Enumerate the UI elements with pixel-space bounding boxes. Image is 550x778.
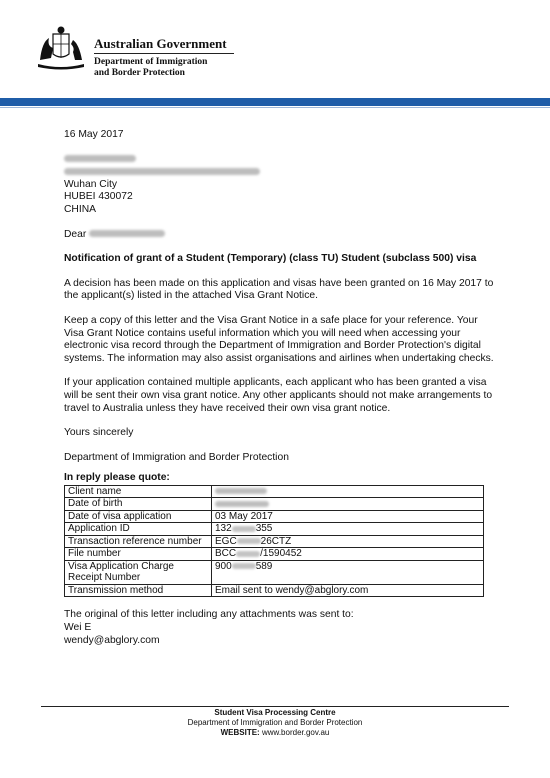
redacted-street	[64, 166, 494, 179]
salutation: Dear	[64, 229, 494, 242]
redacted-client-name	[215, 488, 267, 494]
letter-date: 16 May 2017	[64, 129, 124, 140]
redacted-name	[64, 154, 494, 167]
redacted-addressee	[89, 230, 165, 237]
table-row: File number BCC /1590452	[65, 548, 484, 561]
footer-website: WEBSITE: www.border.gov.au	[220, 728, 330, 737]
header-banner-rule	[0, 107, 550, 108]
footer	[0, 708, 550, 738]
footer-department: Department of Immigration and Border Protection	[187, 718, 363, 727]
redacted-segment	[237, 538, 261, 544]
paragraph-decision: A decision has been made on this application and visas have been granted on 16 May 2017 to the applicant(s) listed in the attached Visa Grant Notice.	[64, 277, 494, 302]
paragraph-keep-copy: Keep a copy of this letter and the Visa Grant Notice in a safe place for your reference. Your Visa Grant Notice contains useful information which you will need when accessing your electronic visa record through the Department of Immigration and Border Protection's digital systems. The information may also assist organisations and airlines when undertaking checks.	[64, 314, 494, 364]
table-row: Visa Application Charge Receipt Number 900 589	[65, 560, 484, 584]
reference-table	[64, 485, 484, 598]
redacted-segment	[232, 563, 256, 569]
sent-to-intro: The original of this letter including any attachments was sent to:	[64, 609, 354, 621]
table-row: Date of birth	[65, 498, 484, 511]
table-row: Transaction reference number EGC 26CTZ	[65, 535, 484, 548]
sent-to-block	[64, 609, 494, 647]
address-region: HUBEI 430072	[64, 191, 133, 203]
address-city: Wuhan City	[64, 178, 118, 190]
redacted-segment	[232, 526, 256, 532]
header-banner	[0, 98, 550, 106]
redacted-segment	[236, 551, 260, 557]
recipient-address	[64, 154, 494, 217]
sent-to-email: wendy@abglory.com	[64, 634, 160, 646]
footer-divider	[41, 706, 509, 707]
table-row: Transmission method Email sent to wendy@abglory.com	[65, 584, 484, 597]
government-name: Australian Government	[94, 36, 227, 51]
table-row: Client name	[65, 485, 484, 498]
closing: Yours sincerely	[64, 427, 134, 439]
sent-to-name: Wei E	[64, 621, 92, 633]
address-country: CHINA	[64, 203, 97, 215]
footer-centre: Student Visa Processing Centre	[214, 708, 336, 717]
letterhead	[36, 24, 286, 84]
signature: Department of Immigration and Border Protection	[64, 451, 289, 463]
department-name: Department of Immigration and Border Protection	[94, 57, 208, 78]
table-row: Date of visa application 03 May 2017	[65, 510, 484, 523]
website-link[interactable]: www.border.gov.au	[261, 728, 330, 737]
coat-of-arms-icon	[36, 24, 86, 72]
redacted-dob	[215, 501, 269, 507]
paragraph-multiple-applicants: If your application contained multiple applicants, each applicant who has been granted a visa will be sent their own visa grant notice. Any other applicants should not make arrangements to travel to Australia unless they have received their own visa grant notice.	[64, 377, 493, 414]
table-row: Application ID 132 355	[65, 523, 484, 536]
quote-heading: In reply please quote:	[64, 472, 170, 484]
subject-line: Notification of grant of a Student (Temporary) (class TU) Student (subclass 500) visa	[64, 253, 477, 265]
letter-body	[64, 129, 494, 647]
letterhead-divider	[94, 53, 234, 54]
